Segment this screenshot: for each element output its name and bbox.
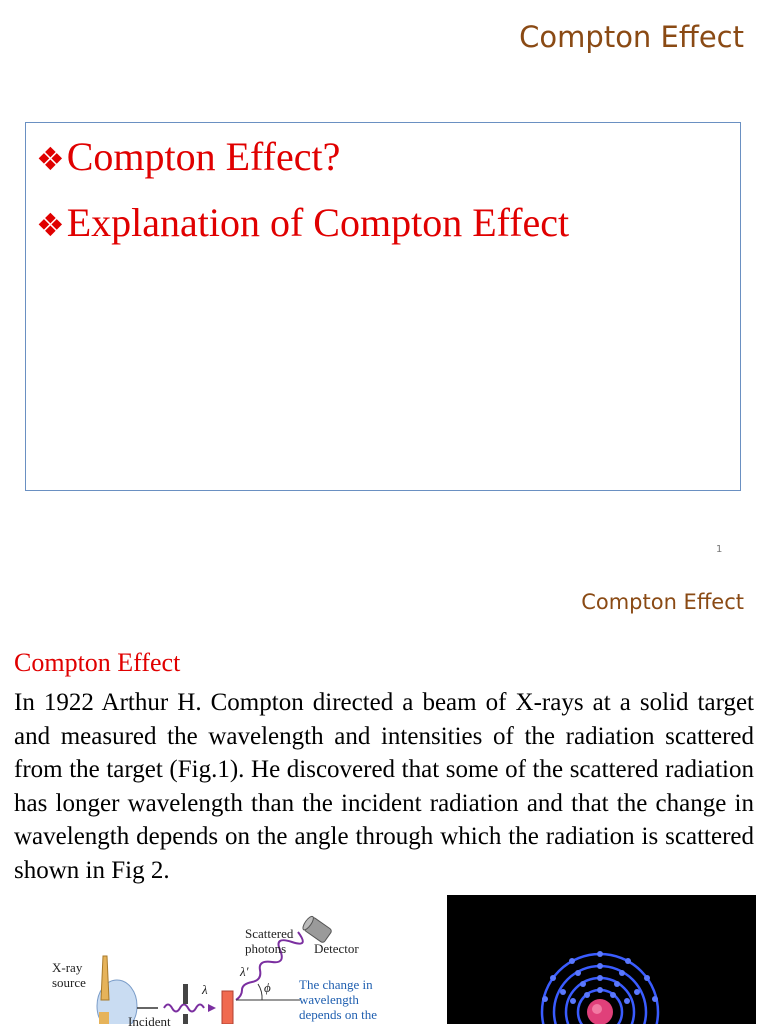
slide-title: Compton Effect: [581, 590, 744, 614]
wavelength-change-note: The change in wavelength depends on the: [299, 977, 377, 1022]
diamond-bullet-icon: ❖: [36, 140, 65, 178]
page-number: 1: [716, 544, 723, 555]
bullet-item: [36, 199, 569, 246]
electron-dots: [542, 951, 658, 1004]
bullet-text: Compton Effect?: [66, 134, 341, 179]
bullet-box: [25, 122, 741, 491]
lambda-prime-label: λ′: [240, 964, 249, 979]
phi-label: ϕ: [264, 980, 271, 995]
incident-wave-icon: [164, 1005, 204, 1012]
bullet-text: Explanation of Compton Effect: [66, 200, 570, 245]
anode-icon: [99, 1012, 109, 1024]
xray-source-label: X-ray source: [52, 960, 86, 990]
compton-apparatus-figure: [0, 896, 430, 1029]
lambda-label: λ: [202, 982, 208, 997]
slide-title: Compton Effect: [519, 20, 744, 54]
angle-arc: [258, 984, 262, 1000]
bullet-item: [36, 133, 340, 180]
slide-2: [0, 576, 768, 1029]
cathode-icon: [101, 956, 109, 1000]
section-heading: Compton Effect: [14, 648, 181, 677]
target-icon: [222, 991, 233, 1024]
diamond-bullet-icon: ❖: [36, 206, 65, 244]
scattered-photons-label: Scattered photons: [245, 926, 294, 956]
body-paragraph: In 1922 Arthur H. Compton directed a beam of X-rays at a solid target and measured the wavelength and intensities of the radiation scattered from the target (Fig.1). He discovered that some of the scattered radiation has longer wavelength than the incident radiation and that the change in wavelength depends on the angle through which the radiation is scattered shown in Fig 2.: [14, 689, 754, 884]
atom-diagram: [447, 895, 756, 1024]
incident-label: Incident: [128, 1014, 171, 1029]
atom-figure: [447, 895, 756, 1024]
detector-label: Detector: [314, 941, 359, 956]
detector-icon: [301, 915, 332, 944]
collimator-icon: [183, 984, 188, 1004]
